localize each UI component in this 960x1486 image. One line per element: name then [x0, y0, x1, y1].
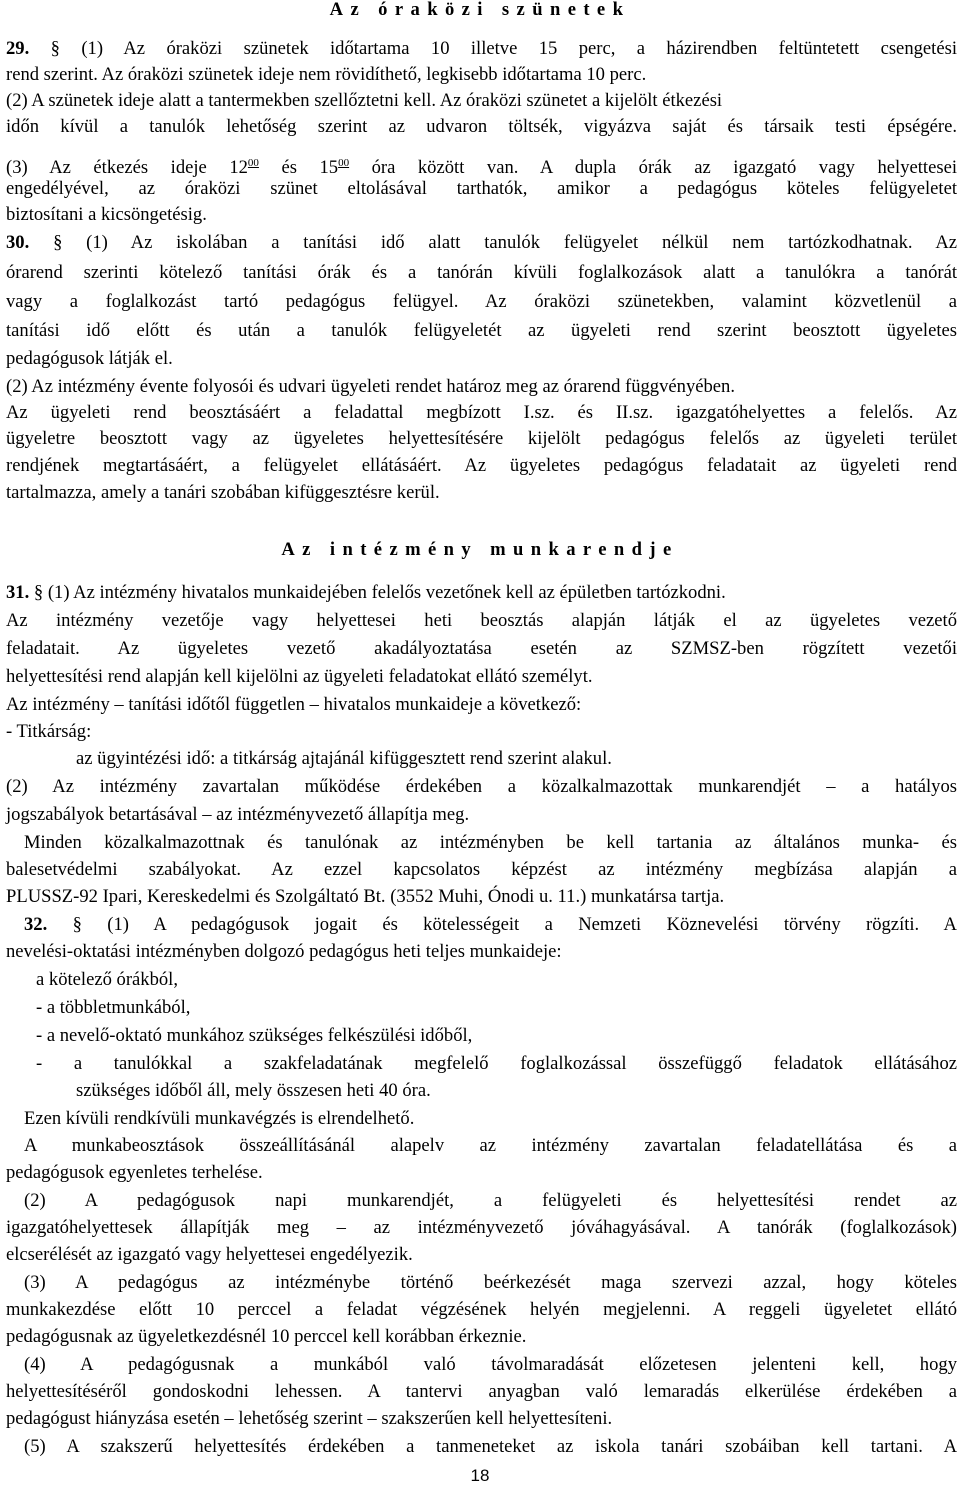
paragraph-line: Az intézmény – tanítási időtől független – hivatalos munkaideje a következő: [6, 694, 582, 715]
paragraph-line: (2) Az intézmény zavartalan működése érdekében a közalkalmazottak munkarendjét – a hatályos [6, 776, 957, 797]
paragraph-line: nevelési-oktatási intézményben dolgozó pedagógus heti teljes munkaideje: [6, 941, 562, 962]
paragraph-line: tanítási idő előtt és után a tanulók felügyeletét az ügyeleti rend szerint beosztott ügyeletes [6, 320, 957, 341]
paragraph-line: PLUSSZ-92 Ipari, Kereskedelmi és Szolgáltató Bt. (3552 Muhi, Ónodi u. 11.) munkatársa tartja. [6, 886, 725, 907]
paragraph-line: Ezen kívüli rendkívüli munkavégzés is elrendelhető. [24, 1108, 415, 1129]
paragraph-line: Az intézmény vezetője vagy helyettesei heti beosztás alapján látják el az ügyeletes vezető [6, 610, 957, 631]
section-heading: Az óraközi szünetek [329, 0, 631, 20]
paragraph-line: engedélyével, az óraközi szünet eltolásával tarthatók, amikor a pedagógus köteles felügyeletet [6, 178, 957, 199]
paragraph-line: helyettesítéséről gondoskodni lehessen. A tantervi anyagban való lemaradás elkerülése érdekében a [6, 1381, 957, 1402]
paragraph-line: (2) Az intézmény évente folyosói és udvari ügyeleti rendet határoz meg az órarend függvényében. [6, 376, 735, 397]
paragraph-line: 29. § (1) Az óraközi szünetek időtartama 10 illetve 15 perc, a házirendben feltüntetett csengetési [6, 38, 957, 59]
list-item: szükséges időből áll, mely összesen heti 40 óra. [76, 1080, 431, 1101]
list-item: - Titkárság: [6, 721, 92, 742]
paragraph-line: rend szerint. Az óraközi szünetek ideje nem rövidíthető, legkisebb időtartama 10 perc. [6, 64, 647, 85]
paragraph-line: tartalmazza, amely a tanári szobában kifüggesztésre kerül. [6, 482, 440, 503]
section-number: 31. [6, 582, 30, 603]
paragraph-line: biztosítani a kicsöngetésig. [6, 204, 207, 225]
paragraph-line: Az ügyeleti rend beosztásáért a feladattal megbízott I.sz. és II.sz. igazgatóhelyettes a felelős. Az [6, 402, 957, 423]
list-item: az ügyintézési idő: a titkárság ajtajánál kifüggesztett rend szerint alakul. [76, 748, 612, 769]
paragraph-line: pedagógusok látják el. [6, 348, 173, 369]
paragraph-line: (3) A pedagógus az intézménybe történő beérkezését maga szervezi azzal, hogy köteles [24, 1272, 957, 1293]
paragraph-line: pedagógusnak az ügyeletkezdésnél 10 perccel kell korábban érkeznie. [6, 1326, 527, 1347]
paragraph-line: 31. § (1) Az intézmény hivatalos munkaidejében felelős vezetőnek kell az épületben tartózkodni. [6, 582, 726, 603]
paragraph-line: vagy a foglalkozást tartó pedagógus felügyel. Az óraközi szünetekben, valamint közvetlenül a [6, 291, 957, 312]
paragraph-line: 32. § (1) A pedagógusok jogait és kötelességeit a Nemzeti Köznevelési törvény rögzíti. A [24, 914, 957, 935]
paragraph-line: pedagógust hiányzása esetén – lehetőség szerint – szakszerűen kell helyettesíteni. [6, 1408, 613, 1429]
list-item: a kötelező órákból, [36, 969, 178, 990]
list-item: - a többletmunkából, [36, 997, 191, 1018]
paragraph-line: helyettesítési rend alapján kell kijelölni az ügyeleti feladatokat ellátó személyt. [6, 666, 593, 687]
paragraph-line: jogszabályok betartásával – az intézményvezető állapítja meg. [6, 804, 470, 825]
paragraph-line: (4) A pedagógusnak a munkából való távolmaradását előzetesen jelenteni kell, hogy [24, 1354, 957, 1375]
list-item: - a nevelő-oktató munkához szükséges felkészülési időből, [36, 1025, 473, 1046]
paragraph-line: órarend szerinti kötelező tanítási órák és a tanórán kívüli foglalkozások alatt a tanulókra a tanórát [6, 262, 957, 283]
paragraph-line: (3) Az étkezés ideje $12^{00}$ és $15^{00}$ óra között van. A dupla órák az igazgató vagy helyettesei [6, 157, 957, 178]
list-item: - a tanulókkal a szakfeladatának megfelelő foglalkozással összefüggő feladatok ellátásához [36, 1053, 957, 1074]
paragraph-line: munkakezdése előtt 10 perccel a feladat végzésének helyén megjelenni. A reggeli ügyeletet ellátó [6, 1299, 957, 1320]
paragraph-line: balesetvédelmi szabályokat. Az ezzel kapcsolatos képzést az intézmény megbízása alapján a [6, 859, 957, 880]
section-heading: Az intézmény munkarendje [281, 539, 679, 560]
paragraph-line: (5) A szakszerű helyettesítés érdekében a tanmeneteket az iskola tanári szobáiban kell tartani. A [24, 1436, 957, 1457]
section-number: 32. [24, 914, 48, 935]
paragraph-line: időn kívül a tanulók lehetőség szerint az udvaron töltsék, vigyázva saját és társaik testi épségére. [6, 116, 957, 137]
paragraph-line: Minden közalkalmazottnak és tanulónak az intézményben be kell tartania az általános munka- és [24, 832, 957, 853]
paragraph-line: igazgatóhelyettesek állapítják meg – az intézményvezető jóváhagyásával. A tanórák (foglalkozások) [6, 1217, 957, 1238]
paragraph-line: A munkabeosztások összeállításánál alapelv az intézmény zavartalan feladatellátása és a [24, 1135, 957, 1156]
paragraph-line: 30. § (1) Az iskolában a tanítási idő alatt tanulók felügyelet nélkül nem tartózkodhatnak. Az [6, 232, 957, 253]
page-number: 18 [470, 1466, 490, 1485]
paragraph-line: pedagógusok egyenletes terhelése. [6, 1162, 263, 1183]
paragraph-line: elcserélését az igazgató vagy helyettesei engedélyezik. [6, 1244, 413, 1265]
section-number: 29. [6, 38, 30, 59]
paragraph-line: rendjének megtartásáért, a felügyelet ellátásáért. Az ügyeletes pedagógus feladatait az ügyeleti rend [6, 455, 957, 476]
paragraph-line: (2) A szünetek ideje alatt a tantermekben szellőztetni kell. Az óraközi szünetet a kijelölt étkezési [6, 90, 723, 111]
paragraph-line: ügyeletre beosztott vagy az ügyeletes helyettesítésére kijelölt pedagógus felelős az ügyeleti terület [6, 428, 957, 449]
paragraph-line: (2) A pedagógusok napi munkarendjét, a felügyeleti és helyettesítési rendet az [24, 1190, 957, 1211]
section-number: 30. [6, 232, 30, 253]
paragraph-line: feladatait. Az ügyeletes vezető akadályoztatása esetén az SZMSZ-ben rögzített vezetői [6, 638, 957, 659]
